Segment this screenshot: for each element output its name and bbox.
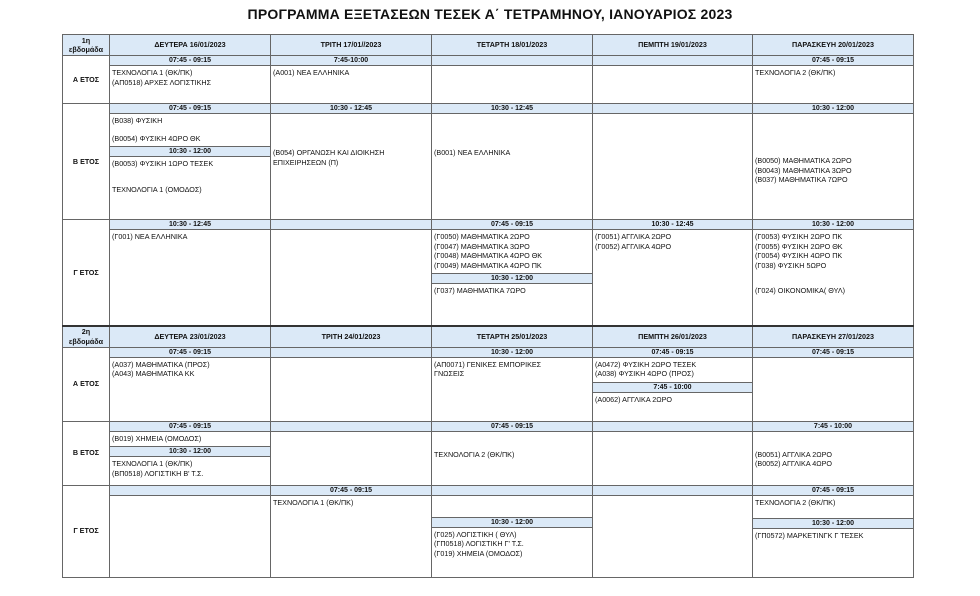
exam-list: [432, 358, 592, 382]
day-header: ΤΡΙΤΗ 24/01/2023: [271, 326, 432, 348]
exam-entry: (Γ0049) ΜΑΘΗΜΑΤΙΚΑ 4ΩΡΟ ΠΚ: [434, 260, 542, 270]
week-label-line: εβδομάδα: [68, 336, 104, 346]
schedule-cell: [271, 421, 432, 485]
exam-entry: (Α037) ΜΑΘΗΜΑΤΙΚΑ (ΠΡΟΣ): [112, 359, 210, 369]
exam-entry: [432, 434, 592, 442]
exam-list: [753, 529, 913, 544]
time-slot: [271, 348, 431, 358]
exam-entry: [753, 140, 913, 148]
exam-list: [110, 496, 270, 501]
time-slot: 10:30 - 12:45: [271, 104, 431, 114]
time-slot: [593, 486, 752, 496]
exam-entry: [110, 177, 270, 185]
exam-list: [432, 230, 592, 273]
exam-list: [753, 230, 913, 299]
schedule-cell: [432, 56, 593, 104]
exam-entry: ΤΕΧΝΟΛΟΓΙΑ 2 (ΘΚ/ΠΚ): [755, 68, 836, 77]
exam-entry: (Β0043) ΜΑΘΗΜΑΤΙΚΑ 3ΩΡΟ: [755, 165, 852, 175]
page-title: ΠΡΟΓΡΑΜΜΑ ΕΞΕΤΑΣΕΩΝ ΤΕΣΕΚ Α΄ ΤΕΤΡΑΜΗΝΟΥ, ΙΑΝΟΥΑΡΙΟΣ 2023: [247, 6, 733, 22]
time-slot: 07:45 - 09:15: [432, 422, 592, 432]
year-label: Γ ΕΤΟΣ: [63, 220, 110, 326]
exam-entry: [753, 148, 913, 156]
exam-entry: [432, 498, 592, 506]
exam-entry: [432, 442, 592, 450]
exam-list: [271, 230, 431, 235]
exam-entry: (Α0062) ΑΓΓΛΙΚΑ 2ΩΡΟ: [595, 394, 672, 404]
exam-entry: ΓΝΩΣΕΙΣ: [434, 369, 465, 378]
exam-list: [593, 66, 752, 71]
time-slot: 10:30 - 12:00: [753, 104, 913, 114]
exam-entry: ΤΕΧΝΟΛΟΓΙΑ 1 (ΘΚ/ΠΚ): [112, 459, 193, 468]
exam-list: [271, 496, 431, 511]
schedule-cell: [593, 56, 753, 104]
week-label: [63, 35, 110, 56]
schedule-cell: [432, 485, 593, 577]
exam-entry: [110, 126, 270, 134]
exam-list: [432, 496, 592, 517]
exam-entry: [753, 442, 913, 450]
exam-list: [593, 393, 752, 408]
exam-entry: (Γ025) ΛΟΓΙΣΤΙΚΗ ( ΘΥΛ): [434, 529, 517, 539]
exam-list: [271, 66, 431, 81]
schedule-cell: [110, 220, 271, 326]
time-slot: [432, 486, 592, 496]
exam-list: [110, 157, 270, 197]
exam-list: [593, 114, 752, 119]
schedule-cell: [593, 104, 753, 220]
exam-entry: [432, 140, 592, 148]
exam-entry: [110, 169, 270, 177]
schedule-cell: [753, 104, 914, 220]
day-header: ΔΕΥΤΕΡΑ 23/01/2023: [110, 326, 271, 348]
schedule-cell: [110, 56, 271, 104]
exam-entry: (Β0051) ΑΓΓΛΙΚΑ 2ΩΡΟ: [755, 449, 832, 459]
exam-list: [753, 496, 913, 519]
year-label: Β ΕΤΟΣ: [63, 421, 110, 485]
exam-entry: (ΑΠ0071) ΓΕΝΙΚΕΣ ΕΜΠΟΡΙΚΕΣ: [434, 359, 542, 369]
exam-entry: [753, 507, 913, 515]
time-slot: 07:45 - 09:15: [593, 348, 752, 358]
schedule-cell: [593, 347, 753, 421]
time-slot: [432, 56, 592, 66]
exam-entry: [753, 116, 913, 124]
exam-entry: [432, 506, 592, 514]
exam-entry: (Β0050) ΜΑΘΗΜΑΤΙΚΑ 2ΩΡΟ: [755, 156, 852, 165]
time-slot: 10:30 - 12:00: [432, 517, 592, 528]
exam-list: [110, 358, 270, 382]
time-slot: [110, 486, 270, 496]
time-slot: 07:45 - 09:15: [110, 104, 270, 114]
exam-entry: (Β054) ΟΡΓΑΝΩΣΗ ΚΑΙ ΔΙΟΙΚΗΣΗ: [273, 148, 385, 157]
year-label: Α ΕΤΟΣ: [63, 56, 110, 104]
schedule-cell: [271, 56, 432, 104]
exam-entry: (ΑΠ0518) ΑΡΧΕΣ ΛΟΓΙΣΤΙΚΗΣ: [112, 77, 212, 87]
time-slot: 10:30 - 12:00: [432, 273, 592, 284]
exam-list: [432, 528, 592, 562]
schedule-cell: [110, 347, 271, 421]
schedule-cell: [432, 104, 593, 220]
day-header: ΠΕΜΠΤΗ 19/01/2023: [593, 35, 753, 56]
exam-list: [110, 66, 270, 90]
exam-entry: (ΓΠ0572) ΜΑΡΚΕΤΙΝΓΚ Γ ΤΕΣΕΚ: [755, 531, 864, 540]
day-header: ΤΡΙΤΗ 17/01//2023: [271, 35, 432, 56]
time-slot: 07:45 - 09:15: [432, 220, 592, 230]
exam-entry: (Γ0048) ΜΑΘΗΜΑΤΙΚΑ 4ΩΡΟ ΘΚ: [434, 251, 543, 260]
exam-list: [432, 284, 592, 299]
exam-entry: ΤΕΧΝΟΛΟΓΙΑ 1 (ΘΚ/ΠΚ): [112, 68, 193, 77]
exam-list: [593, 230, 752, 254]
schedule-cell: [753, 347, 914, 421]
time-slot: 10:30 - 12:00: [753, 220, 913, 230]
exam-schedule-table: [62, 34, 914, 578]
exam-entry: (Γ019) ΧΗΜΕΙΑ (ΟΜΟΔΟΣ): [434, 548, 523, 558]
schedule-cell: [753, 220, 914, 326]
exam-entry: [753, 132, 913, 140]
day-header: ΠΑΡΑΣΚΕΥΗ 27/01/2023: [753, 326, 914, 348]
exam-entry: ΤΕΧΝΟΛΟΓΙΑ 1 (ΟΜΟΔΟΣ): [112, 184, 202, 194]
schedule-cell: [753, 485, 914, 577]
day-header: ΠΕΜΠΤΗ 26/01/2023: [593, 326, 753, 348]
exam-entry: (Α0472) ΦΥΣΙΚΗ 2ΩΡΟ ΤΕΣΕΚ: [595, 359, 697, 369]
exam-entry: [753, 278, 913, 286]
exam-entry: ΤΕΧΝΟΛΟΓΙΑ 1 (ΘΚ/ΠΚ): [273, 497, 354, 507]
week-label-line: 1η: [81, 35, 91, 45]
exam-entry: (Α001) ΝΕΑ ΕΛΛΗΝΙΚΑ: [273, 68, 350, 77]
year-label: Α ΕΤΟΣ: [63, 347, 110, 421]
day-header: ΤΕΤΑΡΤΗ 25/01/2023: [432, 326, 593, 348]
time-slot: 07:45 - 09:15: [110, 348, 270, 358]
exam-list: [593, 358, 752, 382]
time-slot: 07:45 - 09:15: [753, 348, 913, 358]
exam-entry: [432, 124, 592, 132]
time-slot: 7:45 - 10:00: [593, 382, 752, 393]
day-header: ΤΕΤΑΡΤΗ 18/01/2023: [432, 35, 593, 56]
exam-entry: [753, 270, 913, 278]
exam-entry: (Γ0050) ΜΑΘΗΜΑΤΙΚΑ 2ΩΡΟ: [434, 232, 530, 241]
exam-list: [110, 230, 270, 245]
exam-entry: (Α043) ΜΑΘΗΜΑΤΙΚΑ ΚΚ: [112, 369, 195, 378]
time-slot: 07:45 - 09:15: [271, 486, 431, 496]
exam-entry: [432, 116, 592, 124]
schedule-cell: [432, 421, 593, 485]
time-slot: 10:30 - 12:45: [593, 220, 752, 230]
exam-entry: (Α038) ΦΥΣΙΚΗ 4ΩΡΟ (ΠΡΟΣ): [595, 369, 694, 378]
exam-entry: (Γ0053) ΦΥΣΙΚΗ 2ΩΡΟ ΠΚ: [755, 232, 843, 241]
exam-entry: [271, 124, 431, 132]
exam-entry: (Γ001) ΝΕΑ ΕΛΛΗΝΙΚΑ: [112, 232, 188, 241]
schedule-cell: [110, 104, 271, 220]
schedule-cell: [593, 485, 753, 577]
exam-entry: [753, 124, 913, 132]
schedule-cell: [271, 347, 432, 421]
exam-list: [110, 457, 270, 481]
exam-list: [593, 496, 752, 501]
time-slot: 10:30 - 12:00: [110, 446, 270, 457]
exam-list: [432, 66, 592, 71]
exam-entry: (Β0053) ΦΥΣΙΚΗ 1ΩΡΟ ΤΕΣΕΚ: [112, 159, 214, 168]
time-slot: 07:45 - 09:15: [110, 422, 270, 432]
exam-entry: ΤΕΧΝΟΛΟΓΙΑ 2 (ΘΚ/ΠΚ): [434, 449, 515, 459]
time-slot: [593, 56, 752, 66]
time-slot: 07:45 - 09:15: [753, 56, 913, 66]
exam-list: [753, 114, 913, 188]
time-slot: [593, 422, 752, 432]
time-slot: [593, 104, 752, 114]
exam-entry: (Β019) ΧΗΜΕΙΑ (ΟΜΟΔΟΣ): [112, 433, 202, 443]
exam-entry: (Β0052) ΑΓΓΛΙΚΑ 4ΩΡΟ: [755, 459, 832, 468]
day-header: ΔΕΥΤΕΡΑ 16/01/2023: [110, 35, 271, 56]
exam-entry: (Γ037) ΜΑΘΗΜΑΤΙΚΑ 7ΩΡΟ: [434, 286, 526, 295]
exam-entry: ΤΕΧΝΟΛΟΓΙΑ 2 (ΘΚ/ΠΚ): [755, 497, 836, 507]
exam-list: [432, 114, 592, 161]
exam-entry: [271, 140, 431, 148]
exam-list: [110, 432, 270, 447]
exam-entry: (Γ0051) ΑΓΓΛΙΚΑ 2ΩΡΟ: [595, 232, 672, 241]
exam-list: [753, 358, 913, 363]
exam-entry: [753, 434, 913, 442]
week-label-line: εβδομάδα: [68, 45, 104, 54]
week-label-line: 2η: [81, 327, 91, 336]
exam-entry: [271, 116, 431, 124]
schedule-cell: [593, 220, 753, 326]
time-slot: 10:30 - 12:00: [432, 348, 592, 358]
exam-list: [110, 114, 270, 146]
time-slot: 7:45 - 10:00: [753, 422, 913, 432]
time-slot: [271, 220, 431, 230]
exam-list: [753, 432, 913, 472]
time-slot: 10:30 - 12:00: [110, 146, 270, 157]
exam-entry: (Γ024) ΟΙΚΟΝΟΜΙΚΑ( ΘΥΛ): [755, 286, 846, 295]
exam-list: [271, 358, 431, 363]
schedule-cell: [432, 220, 593, 326]
exam-list: [432, 432, 592, 463]
exam-entry: (ΒΠ0518) ΛΟΓΙΣΤΙΚΗ Β' Τ.Σ.: [112, 468, 204, 478]
exam-entry: (Γ0054) ΦΥΣΙΚΗ 4ΩΡΟ ΠΚ: [755, 251, 843, 260]
exam-entry: (Γ0052) ΑΓΓΛΙΚΑ 4ΩΡΟ: [595, 241, 672, 251]
schedule-cell: [110, 421, 271, 485]
schedule-cell: [432, 347, 593, 421]
exam-entry: ΕΠΙΧΕΙΡΗΣΕΩΝ (Π): [273, 157, 339, 167]
exam-list: [753, 66, 913, 81]
exam-entry: (Γ038) ΦΥΣΙΚΗ 5ΩΡΟ: [755, 260, 827, 270]
time-slot: 7:45-10:00: [271, 56, 431, 66]
time-slot: 10:30 - 12:00: [753, 518, 913, 529]
schedule-cell: [593, 421, 753, 485]
year-label: Γ ΕΤΟΣ: [63, 485, 110, 577]
exam-entry: (ΓΠ0518) ΛΟΓΙΣΤΙΚΗ Γ' Τ.Σ.: [434, 539, 524, 548]
time-slot: 10:30 - 12:45: [432, 104, 592, 114]
time-slot: [271, 422, 431, 432]
schedule-cell: [271, 220, 432, 326]
exam-list: [593, 432, 752, 437]
exam-list: [271, 114, 431, 170]
schedule-cell: [271, 104, 432, 220]
exam-entry: [271, 132, 431, 140]
time-slot: 10:30 - 12:45: [110, 220, 270, 230]
week-label: [63, 326, 110, 348]
exam-list: [271, 432, 431, 437]
schedule-cell: [753, 56, 914, 104]
exam-entry: (Γ0055) ΦΥΣΙΚΗ 2ΩΡΟ ΘΚ: [755, 241, 843, 251]
schedule-cell: [753, 421, 914, 485]
schedule-cell: [271, 485, 432, 577]
exam-entry: (Β001) ΝΕΑ ΕΛΛΗΝΙΚΑ: [434, 148, 511, 157]
exam-entry: (Β0054) ΦΥΣΙΚΗ 4ΩΡΟ ΘΚ: [112, 133, 201, 143]
exam-entry: [432, 132, 592, 140]
time-slot: 07:45 - 09:15: [753, 486, 913, 496]
exam-entry: (Β038) ΦΥΣΙΚΗ: [112, 116, 163, 125]
year-label: Β ΕΤΟΣ: [63, 104, 110, 220]
schedule-cell: [110, 485, 271, 577]
exam-entry: (Β037) ΜΑΘΗΜΑΤΙΚΑ 7ΩΡΟ: [755, 175, 848, 184]
time-slot: 07:45 - 09:15: [110, 56, 270, 66]
day-header: ΠΑΡΑΣΚΕΥΗ 20/01/2023: [753, 35, 914, 56]
exam-entry: (Γ0047) ΜΑΘΗΜΑΤΙΚΑ 3ΩΡΟ: [434, 241, 530, 251]
